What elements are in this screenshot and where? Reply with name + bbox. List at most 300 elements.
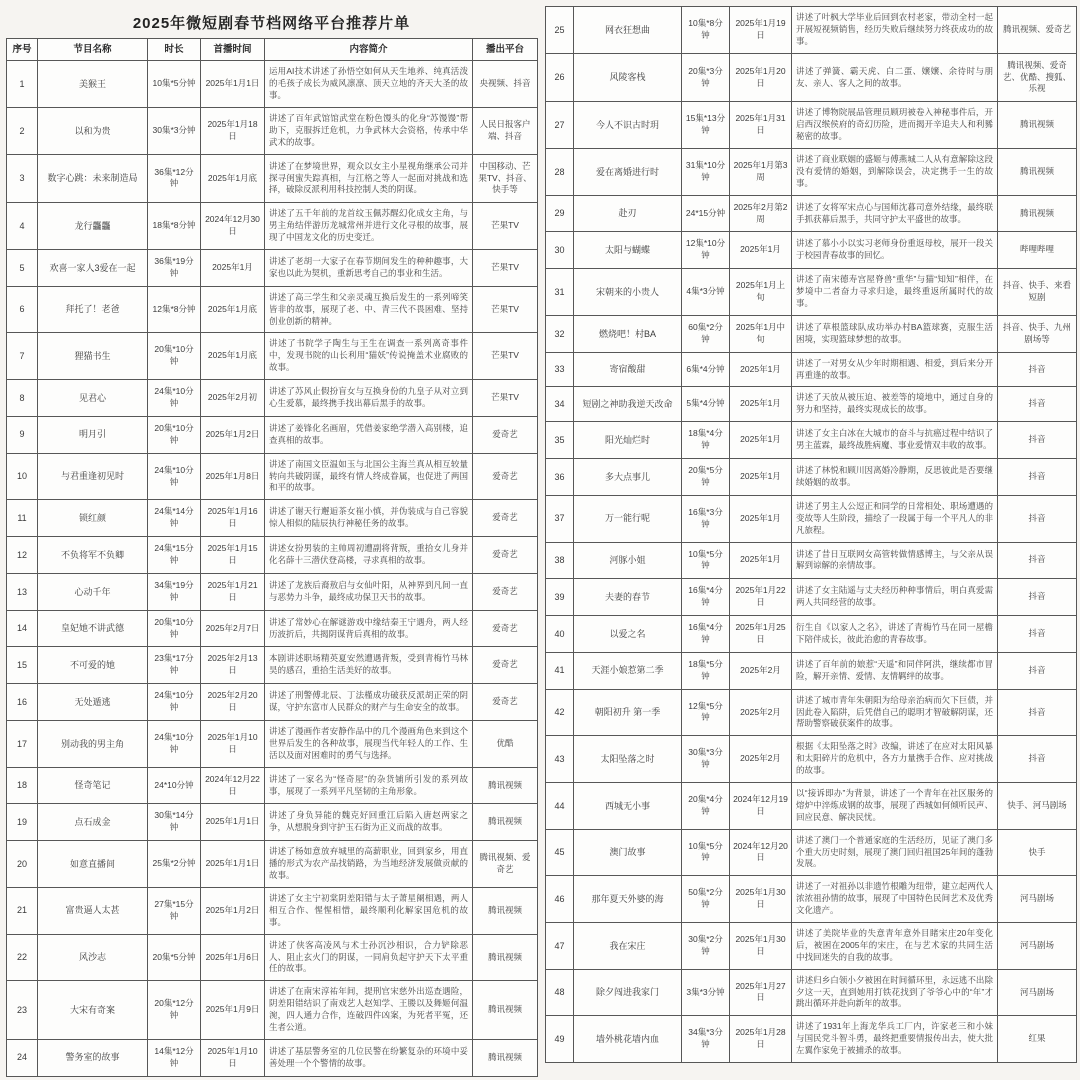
cell-duration: 24集*14分钟 [148, 500, 201, 537]
cell-name: 龙行龘龘 [38, 203, 148, 250]
cell-synopsis: 讲述了商业联姻的盛姬与傅燕城二人从有意解除这段没有爱情的婚姻，到解除误会，决定携手一生的故事。 [792, 149, 998, 196]
cell-premiere: 2025年1月20日 [730, 53, 792, 102]
cell-platform: 腾讯视频、爱奇艺 [998, 7, 1077, 54]
cell-platform: 腾讯视频 [473, 1039, 538, 1076]
cell-platform: 爱奇艺 [473, 416, 538, 453]
table-row [546, 736, 1077, 783]
cell-synopsis: 讲述了博物院展品管理员顾玥被卷入神秘事件后，开启西汉缑侯府的奇幻历险，进而揭开辛追夫人和利豨秘密的故事。 [792, 102, 998, 149]
cell-name: 短剧之神助我逆天改命 [574, 387, 682, 422]
cell-premiere: 2024年12月22日 [201, 767, 265, 804]
cell-no: 45 [546, 829, 574, 876]
table-header-row [7, 39, 538, 61]
cell-duration: 20集*4分钟 [682, 782, 730, 829]
cell-synopsis: 讲述了百年前的娘惹“天遥”和同伴阿洪，继续都市冒险，解开亲情、爱情、友情羁绊的故事。 [792, 652, 998, 689]
cell-name: 寄宿酸甜 [574, 352, 682, 387]
cell-synopsis: 讲述了南国文臣温如玉与北国公主海兰真从相互较量转向共破阴谋，最终有情人终成眷属，也促进了两国和平的故事。 [265, 453, 473, 500]
cell-platform: 快手 [998, 829, 1077, 876]
table-row [7, 380, 538, 417]
cell-synopsis: 讲述了1931年上海龙华兵工厂内，许家老三和小妹与国民党斗智斗勇，最终把重要情报传出去，使大批左翼作家免于被捕杀的故事。 [792, 1016, 998, 1063]
cell-platform: 爱奇艺 [473, 610, 538, 647]
cell-duration: 24集*10分钟 [148, 453, 201, 500]
cell-platform: 腾讯视频 [998, 102, 1077, 149]
cell-synopsis: 讲述了弹簧、霸天虎、白二蛋、嬢嬢、余待时与朋友、亲人、客人之间的故事。 [792, 53, 998, 102]
cell-synopsis: 讲述了草根篮球队成功举办村BA篮球赛，克服生活困境，实现篮球梦想的故事。 [792, 315, 998, 352]
cell-no: 23 [7, 981, 38, 1040]
cell-duration: 16集*3分钟 [682, 495, 730, 542]
cell-premiere: 2025年1月27日 [730, 969, 792, 1016]
cell-name: 西城无小事 [574, 782, 682, 829]
cell-no: 8 [7, 380, 38, 417]
table-row [546, 579, 1077, 616]
cell-duration: 16集*4分钟 [682, 616, 730, 653]
cell-synopsis: 讲述了高三学生和父亲灵魂互换后发生的一系列啼笑皆非的故事，展现了老、中、青三代不畏困难、坚持创业创新的精神。 [265, 286, 473, 333]
cell-no: 29 [546, 195, 574, 232]
cell-duration: 10集*5分钟 [682, 829, 730, 876]
table-row [546, 829, 1077, 876]
cell-platform: 抖音 [998, 352, 1077, 387]
col-header-no: 序号 [7, 39, 38, 61]
cell-premiere: 2025年1月 [730, 387, 792, 422]
cell-synopsis: 讲述了老胡一大家子在春节期间发生的种种趣事，大家也以此为契机，重新思考自己的事业和生活。 [265, 249, 473, 286]
cell-premiere: 2025年2月 [730, 736, 792, 783]
cell-duration: 24集*10分钟 [148, 721, 201, 768]
cell-no: 12 [7, 537, 38, 574]
cell-platform: 中国移动、芒果TV、抖音、快手等 [473, 154, 538, 203]
col-header-premiere: 首播时间 [201, 39, 265, 61]
cell-name: 美猴王 [38, 61, 148, 108]
cell-platform: 芒果TV [473, 286, 538, 333]
cell-synopsis: 讲述女扮男装的主帅周初遭副将背叛，重拾女儿身并化名薛十三潜伏登高楼，寻求真相的故事。 [265, 537, 473, 574]
recommendation-table-left [6, 38, 538, 1077]
cell-duration: 10集*5分钟 [682, 542, 730, 579]
cell-premiere: 2025年1月底 [201, 154, 265, 203]
cell-premiere: 2025年1月6日 [201, 934, 265, 981]
cell-synopsis: 讲述了漫画作者安静作品中的几个漫画角色来到这个世界后发生的各种故事，展现当代年轻人的工作、生活以及面对困难时的勇气与选择。 [265, 721, 473, 768]
cell-platform: 抖音 [998, 689, 1077, 736]
cell-name: 见君心 [38, 380, 148, 417]
cell-premiere: 2025年2月第2周 [730, 195, 792, 232]
cell-synopsis: 讲述了男主人公逗正和同学的日常相处、职场遭遇的变故等人生阶段，描绘了一段属于每一个平凡人的非凡旅程。 [792, 495, 998, 542]
cell-duration: 5集*4分钟 [682, 387, 730, 422]
cell-platform: 腾讯视频 [473, 767, 538, 804]
cell-no: 48 [546, 969, 574, 1016]
cell-name: 我在宋庄 [574, 922, 682, 969]
cell-duration: 25集*2分钟 [148, 841, 201, 888]
cell-duration: 27集*15分钟 [148, 887, 201, 934]
cell-synopsis: 讲述了一对祖孙以非遗竹根雕为纽带，建立起两代人浓浓祖孙情的故事，展现了中国特色民间艺术及优秀文化遗产。 [792, 876, 998, 923]
cell-no: 17 [7, 721, 38, 768]
cell-synopsis: 讲述了身负异能的魏克好回重江后陷入唐赵两家之争，从想脱身到守护玉石街为正义而战的故事。 [265, 804, 473, 841]
table-row [546, 616, 1077, 653]
table-row [7, 721, 538, 768]
cell-platform: 优酷 [473, 721, 538, 768]
cell-synopsis: 讲述了女将军宋点心与国师沈暮司意外结缘，最终联手抓获幕后黑手，共同守护太平盛世的故事。 [792, 195, 998, 232]
cell-no: 30 [546, 232, 574, 269]
cell-premiere: 2025年1月10日 [201, 1039, 265, 1076]
table-row [7, 286, 538, 333]
cell-no: 21 [7, 887, 38, 934]
table-row [7, 107, 538, 154]
cell-no: 31 [546, 269, 574, 316]
page-title: 2025年微短剧春节档网络平台推荐片单 [132, 15, 411, 32]
cell-duration: 36集*12分钟 [148, 154, 201, 203]
cell-no: 28 [546, 149, 574, 196]
table-row [7, 453, 538, 500]
cell-no: 49 [546, 1016, 574, 1063]
cell-duration: 20集*5分钟 [148, 934, 201, 981]
cell-no: 2 [7, 107, 38, 154]
cell-premiere: 2025年1月 [730, 495, 792, 542]
cell-duration: 36集*19分钟 [148, 249, 201, 286]
cell-premiere: 2025年1月2日 [201, 887, 265, 934]
cell-premiere: 2025年2月20日 [201, 684, 265, 721]
cell-name: 万一能行呢 [574, 495, 682, 542]
cell-premiere: 2025年1月16日 [201, 500, 265, 537]
cell-premiere: 2025年1月15日 [201, 537, 265, 574]
col-header-platform: 播出平台 [473, 39, 538, 61]
cell-synopsis: 以“接诉即办”为背景，讲述了一个青年在社区服务的熔炉中淬炼成钢的故事，展现了西城如何倾听民声、回应民意、解决民忧。 [792, 782, 998, 829]
cell-synopsis: 讲述了基层警务室的几位民警在纷繁复杂的环境中妥善处理一个个警情的故事。 [265, 1039, 473, 1076]
table-row [7, 610, 538, 647]
cell-premiere: 2025年1月底 [201, 333, 265, 380]
cell-synopsis: 讲述了杨如意放弃城里的高薪职业，回到家乡，用直播的形式为农产品找销路，为当地经济发展做贡献的故事。 [265, 841, 473, 888]
table-row [7, 934, 538, 981]
cell-premiere: 2025年1月21日 [201, 573, 265, 610]
cell-no: 36 [546, 459, 574, 496]
cell-premiere: 2024年12月30日 [201, 203, 265, 250]
cell-no: 25 [546, 7, 574, 54]
cell-platform: 红果 [998, 1016, 1077, 1063]
cell-name: 风陵客栈 [574, 53, 682, 102]
table-row [546, 969, 1077, 1016]
table-row [546, 689, 1077, 736]
cell-platform: 腾讯视频、爱奇艺 [473, 841, 538, 888]
cell-duration: 30集*3分钟 [682, 736, 730, 783]
cell-premiere: 2025年2月 [730, 652, 792, 689]
cell-duration: 50集*2分钟 [682, 876, 730, 923]
cell-platform: 抖音 [998, 387, 1077, 422]
cell-duration: 16集*4分钟 [682, 579, 730, 616]
cell-no: 20 [7, 841, 38, 888]
table-row [7, 333, 538, 380]
cell-platform: 腾讯视频 [473, 934, 538, 981]
cell-duration: 18集*4分钟 [682, 422, 730, 459]
cell-name: 阳光灿烂时 [574, 422, 682, 459]
cell-synopsis: 讲述了一对男女从少年时期相遇、相爱，到后来分开再重逢的故事。 [792, 352, 998, 387]
cell-platform: 抖音 [998, 422, 1077, 459]
cell-synopsis: 讲述了一家名为“怪奇屋”的杂货铺所引发的系列故事，展现了一系列平凡坚韧的主角形象。 [265, 767, 473, 804]
cell-premiere: 2025年1月1日 [201, 841, 265, 888]
cell-name: 警务室的故事 [38, 1039, 148, 1076]
cell-duration: 34集*3分钟 [682, 1016, 730, 1063]
cell-no: 46 [546, 876, 574, 923]
cell-synopsis: 衍生自《以家人之名》，讲述了青梅竹马在同一屋檐下陪伴成长，彼此治愈的青春故事。 [792, 616, 998, 653]
table-row [546, 652, 1077, 689]
cell-premiere: 2025年1月 [730, 459, 792, 496]
cell-name: 拜托了！老爸 [38, 286, 148, 333]
table-row [546, 232, 1077, 269]
cell-name: 宋朝来的小贵人 [574, 269, 682, 316]
cell-synopsis: 讲述了天放从被压迫、被差等的境地中，通过自身的努力和坚持，最终实现成长的故事。 [792, 387, 998, 422]
cell-duration: 20集*10分钟 [148, 416, 201, 453]
table-row [546, 495, 1077, 542]
cell-no: 39 [546, 579, 574, 616]
cell-platform: 抖音 [998, 736, 1077, 783]
cell-no: 32 [546, 315, 574, 352]
cell-no: 14 [7, 610, 38, 647]
table-row [7, 61, 538, 108]
cell-synopsis: 讲述了南宋德寿宫屋脊兽“重华”与猫“知知”相伴，在梦境中二者奋力寻求归途，最终重返所属时代的故事。 [792, 269, 998, 316]
cell-synopsis: 讲述了刑警傅北辰、丁法槿成功破获反派胡正荣的阴谋，守护东富市人民群众的财产与生命安全的故事。 [265, 684, 473, 721]
cell-premiere: 2025年1月18日 [201, 107, 265, 154]
cell-platform: 腾讯视频 [473, 887, 538, 934]
cell-no: 27 [546, 102, 574, 149]
cell-no: 42 [546, 689, 574, 736]
cell-no: 35 [546, 422, 574, 459]
cell-premiere: 2025年2月初 [201, 380, 265, 417]
table-row [546, 7, 1077, 54]
cell-no: 9 [7, 416, 38, 453]
cell-duration: 30集*14分钟 [148, 804, 201, 841]
cell-synopsis: 讲述了侠客高凌风与术士孙沉沙相识，合力铲除恶人、阻止玄火门的阴谋，一同肩负起守护天下太平重任的故事。 [265, 934, 473, 981]
cell-duration: 3集*3分钟 [682, 969, 730, 1016]
table-row [7, 841, 538, 888]
cell-name: 点石成金 [38, 804, 148, 841]
cell-platform: 腾讯视频 [998, 195, 1077, 232]
cell-name: 墙外桃花墙内血 [574, 1016, 682, 1063]
cell-premiere: 2025年1月 [730, 542, 792, 579]
cell-name: 别动我的男主角 [38, 721, 148, 768]
cell-duration: 20集*3分钟 [682, 53, 730, 102]
cell-platform: 人民日报客户端、抖音 [473, 107, 538, 154]
cell-name: 皇妃她不讲武德 [38, 610, 148, 647]
cell-platform: 爱奇艺 [473, 537, 538, 574]
col-header-name: 节目名称 [38, 39, 148, 61]
table-row [546, 53, 1077, 102]
table-row [546, 387, 1077, 422]
cell-no: 22 [7, 934, 38, 981]
table-row [7, 249, 538, 286]
cell-platform: 芒果TV [473, 380, 538, 417]
cell-name: 除夕闯进我家门 [574, 969, 682, 1016]
cell-platform: 抖音 [998, 579, 1077, 616]
table-row [546, 195, 1077, 232]
table-row [7, 887, 538, 934]
table-row [7, 203, 538, 250]
cell-platform: 芒果TV [473, 203, 538, 250]
cell-premiere: 2025年2月7日 [201, 610, 265, 647]
cell-duration: 10集*5分钟 [148, 61, 201, 108]
cell-platform: 抖音 [998, 495, 1077, 542]
cell-premiere: 2025年1月30日 [730, 876, 792, 923]
cell-name: 富贵逼人太甚 [38, 887, 148, 934]
table-row [7, 767, 538, 804]
cell-name: 明月引 [38, 416, 148, 453]
cell-premiere: 2025年1月 [201, 249, 265, 286]
cell-premiere: 2025年1月上旬 [730, 269, 792, 316]
cell-synopsis: 讲述了在南宋淳祐年间，提刑官宋慈外出巡查遇险，阴差阳错结识了南戏艺人赵知学、王媵以及舞姬何温涴，四人通力合作，连破四件凶案，为死者平冤，还生者公道。 [265, 981, 473, 1040]
cell-no: 13 [7, 573, 38, 610]
cell-synopsis: 运用AI技术讲述了孙悟空如何从天生地养、纯真活泼的毛孩子成长为威风凛凛、顶天立地的齐天大圣的故事。 [265, 61, 473, 108]
table-row [546, 422, 1077, 459]
cell-no: 3 [7, 154, 38, 203]
cell-no: 37 [546, 495, 574, 542]
cell-name: 如意直播间 [38, 841, 148, 888]
cell-duration: 24集*15分钟 [148, 537, 201, 574]
table-row [546, 876, 1077, 923]
cell-no: 34 [546, 387, 574, 422]
cell-duration: 6集*4分钟 [682, 352, 730, 387]
table-row [7, 154, 538, 203]
cell-platform: 央视频、抖音 [473, 61, 538, 108]
left-column [6, 4, 537, 1077]
cell-premiere: 2025年1月 [730, 352, 792, 387]
cell-duration: 20集*5分钟 [682, 459, 730, 496]
cell-duration: 4集*3分钟 [682, 269, 730, 316]
cell-platform: 哔哩哔哩 [998, 232, 1077, 269]
cell-name: 无处遁逃 [38, 684, 148, 721]
cell-synopsis: 讲述了在梦境世界，观众以女主小星视角继承公司并探寻闺蜜失踪真相，与江格之等人一起面对挑战和选择，破除反派利用科技控制人类的阴谋。 [265, 154, 473, 203]
cell-no: 1 [7, 61, 38, 108]
cell-name: 多大点事儿 [574, 459, 682, 496]
cell-premiere: 2025年2月13日 [201, 647, 265, 684]
cell-platform: 爱奇艺 [473, 500, 538, 537]
cell-synopsis: 讲述了龙族后裔敖启与女仙叶阳，从神界到凡间一直与恶势力斗争，最终成功保卫天书的故事。 [265, 573, 473, 610]
cell-duration: 31集*10分钟 [682, 149, 730, 196]
table-row [7, 684, 538, 721]
cell-synopsis: 讲述了林悦和顾川因离婚冷静期，反思彼此是否要继续婚姻的故事。 [792, 459, 998, 496]
cell-duration: 34集*19分钟 [148, 573, 201, 610]
cell-name: 赴刃 [574, 195, 682, 232]
cell-duration: 12集*8分钟 [148, 286, 201, 333]
cell-platform: 芒果TV [473, 333, 538, 380]
table-row [546, 352, 1077, 387]
cell-name: 朝阳初升 第一季 [574, 689, 682, 736]
cell-duration: 14集*12分钟 [148, 1039, 201, 1076]
cell-synopsis: 讲述了女主陆遥与丈夫经历种种事情后，明白真爱需两人共同经营的故事。 [792, 579, 998, 616]
table-row [546, 269, 1077, 316]
cell-duration: 18集*5分钟 [682, 652, 730, 689]
cell-premiere: 2025年1月31日 [730, 102, 792, 149]
cell-platform: 河马剧场 [998, 969, 1077, 1016]
cell-premiere: 2025年1月22日 [730, 579, 792, 616]
cell-name: 天涯小娘惹第二季 [574, 652, 682, 689]
cell-duration: 18集*8分钟 [148, 203, 201, 250]
cell-name: 爱在离婚进行时 [574, 149, 682, 196]
cell-duration: 15集*13分钟 [682, 102, 730, 149]
cell-platform: 腾讯视频 [998, 149, 1077, 196]
cell-platform: 抖音 [998, 542, 1077, 579]
cell-name: 怪奇笔记 [38, 767, 148, 804]
table-row [7, 416, 538, 453]
table-row [7, 1039, 538, 1076]
cell-name: 不负将军不负卿 [38, 537, 148, 574]
cell-no: 24 [7, 1039, 38, 1076]
cell-premiere: 2025年1月1日 [201, 804, 265, 841]
cell-no: 44 [546, 782, 574, 829]
table-row [546, 922, 1077, 969]
cell-synopsis: 讲述了慕小小以实习老师身份重返母校，展开一段关于校园青春故事的回忆。 [792, 232, 998, 269]
cell-duration: 20集*10分钟 [148, 333, 201, 380]
cell-no: 47 [546, 922, 574, 969]
cell-platform: 爱奇艺 [473, 453, 538, 500]
cell-synopsis: 讲述了常妙心在解谜游戏中缘结秦王宁遇舟，两人经历波折后，共揭阴谋背后真相的故事。 [265, 610, 473, 647]
cell-synopsis: 根据《太阳坠落之时》改编，讲述了在应对太阳风暴和太阳碎片的危机中，各方力量携手合作、应对挑战的故事。 [792, 736, 998, 783]
cell-platform: 快手、河马剧场 [998, 782, 1077, 829]
cell-premiere: 2025年1月第3周 [730, 149, 792, 196]
cell-synopsis: 讲述了澳门一个普通家庭的生活经历，见证了澳门多个重大历史时刻，展现了澳门回归祖国25年间的蓬勃发展。 [792, 829, 998, 876]
cell-platform: 爱奇艺 [473, 573, 538, 610]
cell-no: 10 [7, 453, 38, 500]
table-row [546, 782, 1077, 829]
cell-synopsis: 讲述了美院毕业的失意青年意外目睹宋庄20年变化后，被困在2005年的宋庄，在与艺术家的共同生活中找回迷失的自我的故事。 [792, 922, 998, 969]
col-header-duration: 时长 [148, 39, 201, 61]
cell-platform: 河马剧场 [998, 922, 1077, 969]
cell-premiere: 2025年1月2日 [201, 416, 265, 453]
cell-platform: 腾讯视频 [473, 981, 538, 1040]
cell-duration: 10集*8分钟 [682, 7, 730, 54]
cell-platform: 抖音 [998, 459, 1077, 496]
cell-name: 以爱之名 [574, 616, 682, 653]
cell-name: 锁红颜 [38, 500, 148, 537]
cell-premiere: 2025年1月19日 [730, 7, 792, 54]
cell-name: 夫妻的春节 [574, 579, 682, 616]
cell-name: 心动千年 [38, 573, 148, 610]
cell-duration: 24集*10分钟 [148, 684, 201, 721]
cell-no: 40 [546, 616, 574, 653]
cell-platform: 腾讯视频、爱奇艺、优酷、搜狐、乐视 [998, 53, 1077, 102]
col-header-synopsis: 内容简介 [265, 39, 473, 61]
cell-name: 风沙志 [38, 934, 148, 981]
cell-premiere: 2025年1月 [730, 232, 792, 269]
cell-synopsis: 讲述了女主白冰在大城市的奋斗与抗癌过程中结识了男主蓝霖，最终战胜病魔、事业爱情双丰收的故事。 [792, 422, 998, 459]
cell-name: 不可爱的她 [38, 647, 148, 684]
cell-synopsis: 讲述了书院学子陶生与王生在调查一系列离奇事件中，发现书院的山长利用“猫妖”传说掩盖术业腐败的故事。 [265, 333, 473, 380]
cell-platform: 腾讯视频 [473, 804, 538, 841]
cell-name: 数字心跳：未来制造局 [38, 154, 148, 203]
recommendation-table-right [545, 6, 1077, 1063]
cell-duration: 24集*10分钟 [148, 380, 201, 417]
cell-name: 今人不识古时玥 [574, 102, 682, 149]
cell-duration: 24*10分钟 [148, 767, 201, 804]
cell-synopsis: 讲述了百年武馆馆武堂在粉色馒头的化身“苏馒馒”帮助下，克服拆迁危机，力争武林大会资格，传承中华武术的故事。 [265, 107, 473, 154]
cell-synopsis: 讲述了姜锋化名画眉，凭借姜家绝学潜入高别楼，追查真相的故事。 [265, 416, 473, 453]
table-row [546, 315, 1077, 352]
cell-synopsis: 讲述了昔日互联网女高管转做情感博主，与父亲从误解到谅解的亲情故事。 [792, 542, 998, 579]
cell-platform: 抖音 [998, 616, 1077, 653]
cell-no: 6 [7, 286, 38, 333]
cell-no: 5 [7, 249, 38, 286]
cell-duration: 60集*2分钟 [682, 315, 730, 352]
table-row [546, 149, 1077, 196]
table-row [7, 647, 538, 684]
cell-name: 那年夏天外婆的海 [574, 876, 682, 923]
table-row [7, 804, 538, 841]
cell-no: 33 [546, 352, 574, 387]
table-row [546, 542, 1077, 579]
table-row [7, 573, 538, 610]
cell-duration: 20集*10分钟 [148, 610, 201, 647]
cell-platform: 爱奇艺 [473, 684, 538, 721]
cell-platform: 芒果TV [473, 249, 538, 286]
cell-no: 7 [7, 333, 38, 380]
cell-no: 26 [546, 53, 574, 102]
cell-name: 太阳与蝴蝶 [574, 232, 682, 269]
cell-name: 太阳坠落之时 [574, 736, 682, 783]
cell-name: 河豚小姐 [574, 542, 682, 579]
cell-no: 4 [7, 203, 38, 250]
cell-synopsis: 讲述归乡白领小夕被困在时间循环里，永远逃不出除夕这一天，直到她用打铁花找到了爷爷心中的“年”才跳出循环并赴向新年的故事。 [792, 969, 998, 1016]
